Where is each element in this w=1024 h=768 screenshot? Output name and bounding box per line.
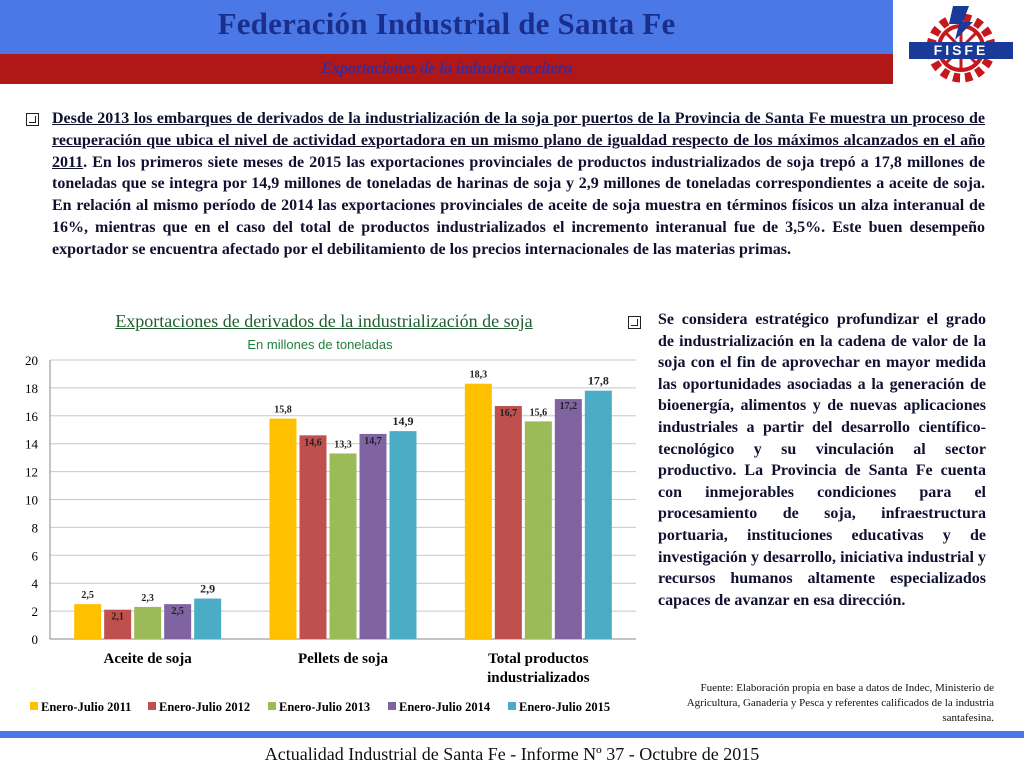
legend-swatch <box>30 702 38 710</box>
y-tick-label: 4 <box>31 576 38 592</box>
legend-swatch <box>508 702 516 710</box>
y-tick-label: 0 <box>31 632 38 647</box>
data-label: 14,9 <box>392 414 414 429</box>
legend-swatch <box>148 702 156 710</box>
bar <box>270 419 297 639</box>
checkbox-bullet-icon <box>628 316 641 329</box>
side-paragraph: Se considera estratégico profundizar el grado de industrialización en la cadena de valor de la soja con el fin de aprovechar en mayor medida las oportunidades asociadas a la generación de bioenergía, alimentos y de nuevas aplicaciones industriales a partir del desarrollo científico-tecnológico y su vinculación al sector productivo. La Provincia de Santa Fe cuenta con inmejorables condiciones para el procesamiento de soja, infraestructura portuaria, instituciones educativas y de investigación y desarrollo, iniciativa industrial y recursos humanos altamente especializados capaces de avanzar en esa dirección. <box>658 311 986 609</box>
y-tick-label: 20 <box>25 353 38 368</box>
data-label: 15,8 <box>274 404 292 416</box>
data-label: 2,1 <box>111 611 124 623</box>
data-label: 2,3 <box>141 592 154 604</box>
x-tick-label: industrializados <box>487 670 590 686</box>
y-tick-label: 12 <box>25 464 38 480</box>
bar <box>74 604 101 639</box>
y-tick-label: 16 <box>25 408 38 424</box>
intro-paragraph <box>52 108 985 261</box>
bar <box>300 435 327 639</box>
data-label: 15,6 <box>529 407 548 419</box>
bar-chart <box>0 345 640 725</box>
page-subtitle: Exportaciones de la industria aceitera <box>321 60 572 77</box>
chart-subtitle: En millones de toneladas <box>247 337 393 352</box>
bar <box>585 391 612 639</box>
bar <box>134 607 161 639</box>
bar <box>330 453 357 639</box>
y-tick-label: 2 <box>31 604 38 620</box>
data-label: 13,3 <box>334 439 352 451</box>
legend-label: Enero-Julio 2011 <box>41 700 132 714</box>
y-tick-label: 18 <box>25 380 38 396</box>
page-title: Federación Industrial de Santa Fe <box>217 6 676 41</box>
legend-label: Enero-Julio 2015 <box>519 700 611 714</box>
legend-swatch <box>388 702 396 710</box>
legend-label: Enero-Julio 2013 <box>279 700 371 714</box>
logo-text: FISFE <box>933 42 989 58</box>
bar <box>525 421 552 639</box>
checkbox-bullet-icon <box>26 113 39 126</box>
bar <box>194 599 221 639</box>
x-tick-label: Total productos <box>488 651 589 667</box>
data-label: 2,5 <box>171 606 184 618</box>
data-label: 18,3 <box>469 369 488 381</box>
data-label: 2,9 <box>200 581 216 596</box>
x-tick-label: Aceite de soja <box>103 651 192 667</box>
bar <box>390 431 417 639</box>
bar <box>465 384 492 639</box>
y-tick-label: 14 <box>25 436 38 452</box>
data-label: 17,8 <box>587 373 609 388</box>
footer-text: Actualidad Industrial de Santa Fe - Informe Nº 37 - Octubre de 2015 <box>264 744 760 764</box>
data-label: 17,2 <box>559 401 578 413</box>
intro-rest: . En los primeros siete meses de 2015 las exportaciones provinciales de productos industrializados de soja trepó a 17,8 millones de toneladas que se integra por 14,9 millones de toneladas de harinas de soja y 2,9 millones de toneladas correspondientes a aceite de soja. En relación al mismo período de 2014 las exportaciones provinciales de aceite de soja muestra en términos físicos un alza interanual de 16%, mientras que en el caso del total de productos industrializados el incremento interanual fue de 3,5%. Este buen desempeño exportador se encuentra afectado por el debilitamiento de los precios internacionales de las materias primas. <box>52 153 985 258</box>
data-label: 16,7 <box>499 408 518 420</box>
source-note: Fuente: Elaboración propia en base a datos de Indec, Ministerio de Agricultura, Ganadería y Pesca y referentes calificados de la industria santafesina. <box>686 682 994 724</box>
data-label: 14,6 <box>304 437 322 449</box>
legend-label: Enero-Julio 2012 <box>159 700 251 714</box>
legend-label: Enero-Julio 2014 <box>399 700 491 714</box>
intro-underlined: Desde 2013 los embarques de derivados de la industrialización de la soja por puertos de la Provincia de Santa Fe muestra un proceso de recuperación que ubica el nivel de actividad exportadora en un mismo plano de igualdad respecto de los máximos alcanzados en el año 2011 <box>52 110 985 171</box>
bar <box>495 406 522 639</box>
chart-title: Exportaciones de derivados de la industrialización de soja <box>115 311 533 331</box>
bar <box>360 434 387 639</box>
y-tick-label: 8 <box>31 520 38 536</box>
bar <box>555 399 582 639</box>
y-tick-label: 6 <box>31 548 38 564</box>
y-tick-label: 10 <box>25 492 38 508</box>
legend-swatch <box>268 702 276 710</box>
footer-bar <box>0 731 1024 738</box>
x-tick-label: Pellets de soja <box>298 651 388 667</box>
data-label: 14,7 <box>364 435 382 447</box>
fisfe-logo <box>903 4 1019 90</box>
data-label: 2,5 <box>81 590 94 602</box>
